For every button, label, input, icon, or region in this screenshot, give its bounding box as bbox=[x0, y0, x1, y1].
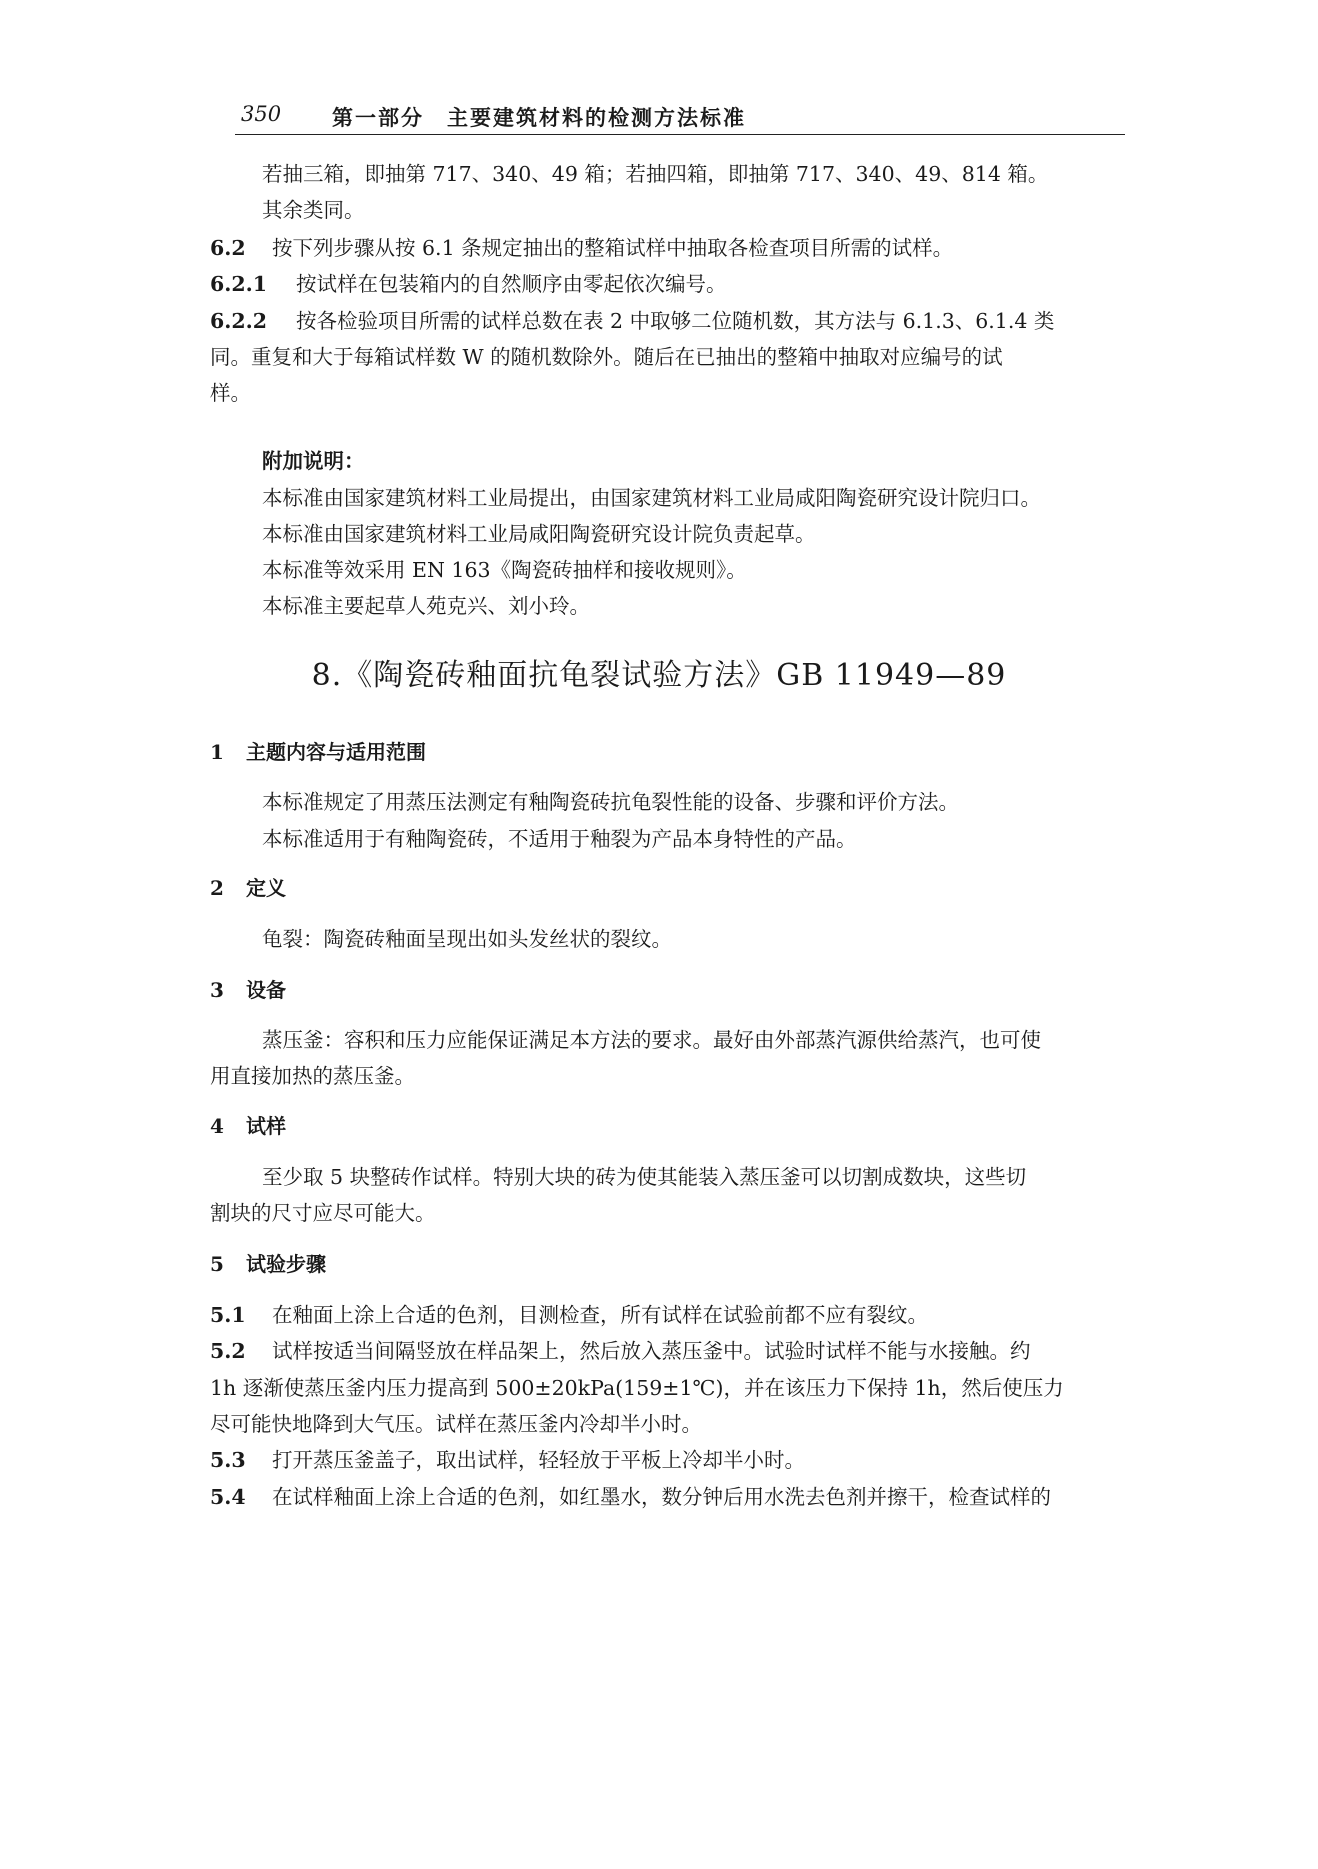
section-heading-3 bbox=[210, 980, 286, 1000]
standard-title: 8.《陶瓷砖釉面抗龟裂试验方法》GB 11949—89 bbox=[311, 658, 1007, 693]
notes-heading: 附加说明： bbox=[262, 449, 365, 473]
section-heading-1 bbox=[210, 742, 426, 762]
clause-number: 5.1 bbox=[210, 1303, 246, 1327]
paragraph-line: 割块的尺寸应尽可能大。 bbox=[210, 1201, 436, 1225]
section-number: 3 bbox=[210, 978, 224, 1002]
clause-5-1 bbox=[210, 1305, 928, 1326]
clause-text: 在釉面上涂上合适的色剂，目测检查，所有试样在试验前都不应有裂纹。 bbox=[272, 1303, 928, 1327]
section-number: 1 bbox=[210, 740, 224, 764]
section-title: 试样 bbox=[246, 1114, 286, 1138]
paragraph-line: 同。重复和大于每箱试样数 W 的随机数除外。随后在已抽出的整箱中抽取对应编号的试 bbox=[210, 345, 1003, 369]
paragraph-line: 样。 bbox=[210, 381, 251, 405]
paragraph-line: 龟裂：陶瓷砖釉面呈现出如头发丝状的裂纹。 bbox=[262, 927, 672, 951]
section-number: 5 bbox=[210, 1252, 224, 1276]
clause-number: 5.3 bbox=[210, 1448, 246, 1472]
section-number: 4 bbox=[210, 1114, 224, 1138]
section-title: 主题内容与适用范围 bbox=[246, 740, 426, 764]
paragraph-line: 若抽三箱，即抽第 717、340、49 箱；若抽四箱，即抽第 717、340、49、814 箱。 bbox=[262, 162, 1049, 186]
section-number: 2 bbox=[210, 876, 224, 900]
clause-number: 6.2.2 bbox=[210, 309, 268, 333]
clause-5-4 bbox=[210, 1487, 1051, 1508]
section-heading-2 bbox=[210, 878, 286, 898]
clause-6-2 bbox=[210, 238, 953, 259]
paragraph-line: 尽可能快地降到大气压。试样在蒸压釜内冷却半小时。 bbox=[210, 1412, 702, 1436]
paragraph-line: 其余类同。 bbox=[262, 198, 365, 222]
clause-number: 6.2 bbox=[210, 236, 246, 260]
clause-5-2 bbox=[210, 1341, 1031, 1362]
clause-6-2-1 bbox=[210, 274, 727, 295]
section-heading-4 bbox=[210, 1116, 286, 1136]
paragraph-line: 1h 逐渐使蒸压釜内压力提高到 500±20kPa(159±1℃)，并在该压力下保持 1h，然后使压力 bbox=[210, 1376, 1064, 1400]
note-line: 本标准由国家建筑材料工业局提出，由国家建筑材料工业局咸阳陶瓷研究设计院归口。 bbox=[262, 486, 1041, 510]
note-line: 本标准由国家建筑材料工业局咸阳陶瓷研究设计院负责起草。 bbox=[262, 522, 816, 546]
clause-number: 5.2 bbox=[210, 1339, 246, 1363]
page-header bbox=[235, 100, 1125, 135]
clause-text: 按下列步骤从按 6.1 条规定抽出的整箱试样中抽取各检查项目所需的试样。 bbox=[272, 236, 954, 260]
clause-number: 6.2.1 bbox=[210, 272, 268, 296]
clause-text: 按各检验项目所需的试样总数在表 2 中取够二位随机数，其方法与 6.1.3、6.1.4 类 bbox=[296, 309, 1055, 333]
clause-number: 5.4 bbox=[210, 1485, 246, 1509]
chapter-title: 第一部分 主要建筑材料的检测方法标准 bbox=[332, 105, 746, 130]
clause-6-2-2 bbox=[210, 311, 1054, 332]
note-line: 本标准等效采用 EN 163《陶瓷砖抽样和接收规则》。 bbox=[262, 558, 747, 582]
clause-text: 打开蒸压釜盖子，取出试样，轻轻放于平板上冷却半小时。 bbox=[272, 1448, 805, 1472]
clause-text: 试样按适当间隔竖放在样品架上，然后放入蒸压釜中。试验时试样不能与水接触。约 bbox=[272, 1339, 1031, 1363]
paragraph-line: 蒸压釜：容积和压力应能保证满足本方法的要求。最好由外部蒸汽源供给蒸汽，也可使 bbox=[262, 1028, 1041, 1052]
paragraph-line: 用直接加热的蒸压釜。 bbox=[210, 1064, 415, 1088]
note-line: 本标准主要起草人苑克兴、刘小玲。 bbox=[262, 594, 590, 618]
section-title: 设备 bbox=[246, 978, 286, 1002]
clause-5-3 bbox=[210, 1450, 805, 1471]
clause-text: 在试样釉面上涂上合适的色剂，如红墨水，数分钟后用水洗去色剂并擦干，检查试样的 bbox=[272, 1485, 1051, 1509]
paragraph-line: 至少取 5 块整砖作试样。特别大块的砖为使其能装入蒸压釜可以切割成数块，这些切 bbox=[262, 1165, 1027, 1189]
paragraph-line: 本标准适用于有釉陶瓷砖，不适用于釉裂为产品本身特性的产品。 bbox=[262, 827, 857, 851]
paragraph-line: 本标准规定了用蒸压法测定有釉陶瓷砖抗龟裂性能的设备、步骤和评价方法。 bbox=[262, 790, 959, 814]
section-title: 试验步骤 bbox=[246, 1252, 326, 1276]
clause-text: 按试样在包装箱内的自然顺序由零起依次编号。 bbox=[296, 272, 727, 296]
section-heading-5 bbox=[210, 1254, 326, 1274]
page-number: 350 bbox=[241, 102, 282, 126]
section-title: 定义 bbox=[246, 876, 286, 900]
